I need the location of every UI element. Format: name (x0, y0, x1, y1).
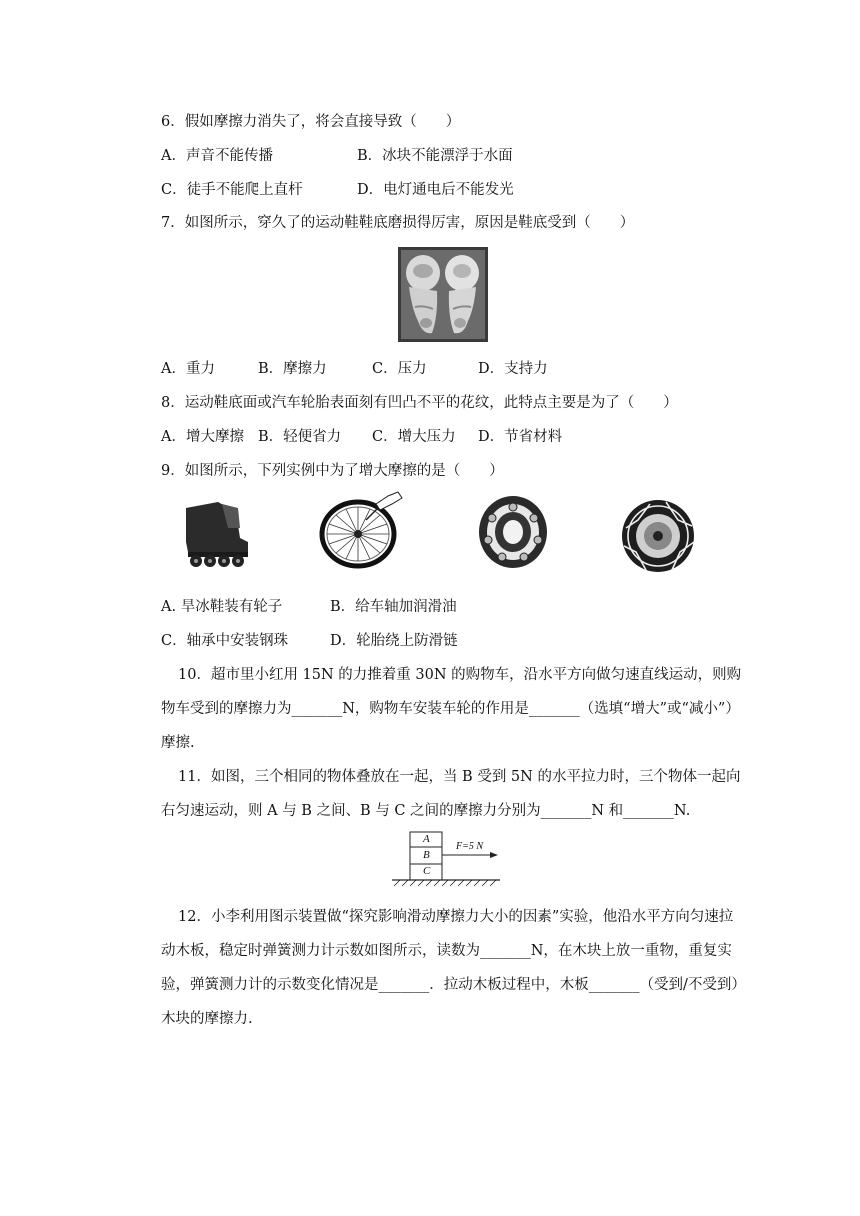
q7-option-a: A．重力 (161, 361, 215, 377)
bicycle-wheel-oiling-photo (318, 490, 406, 570)
q7-option-c: C．压力 (372, 361, 427, 377)
q12-line-3: 验，弹簧测力计的示数变化情况是_______．拉动木板过程中，木板_______（受到/不受到） (161, 977, 746, 993)
q9-option-c: C．轴承中安装钢珠 (161, 633, 289, 649)
block-b-label: B (423, 849, 430, 861)
stacked-blocks-diagram (390, 830, 502, 888)
q7-option-b: B．摩擦力 (258, 361, 327, 377)
stacked-blocks-drawing (390, 830, 502, 888)
tire-snow-chain-photo (618, 498, 700, 574)
q12-line-1: 12．小李利用图示装置做“探究影响滑动摩擦力大小的因素”实验，他沿水平方向匀速拉 (178, 909, 734, 925)
worn-shoe-soles-photo (398, 247, 488, 342)
q7-stem: 7．如图所示，穿久了的运动鞋鞋底磨损得厉害，原因是鞋底受到（ ） (161, 215, 635, 231)
ball-bearing-photo (476, 494, 550, 570)
q6-option-a: A．声音不能传播 (161, 148, 273, 164)
q10-line-3: 摩擦. (161, 735, 195, 751)
q8-option-c: C．增大压力 (372, 429, 456, 445)
q9-option-d: D．轮胎绕上防滑链 (330, 633, 458, 649)
q10-line-1: 10．超市里小红用 15N 的力推着重 30N 的购物车，沿水平方向做匀速直线运动，则购 (178, 667, 742, 683)
q7-option-d: D．支持力 (478, 361, 548, 377)
q9-option-b: B．给车轴加润滑油 (330, 599, 457, 615)
block-c-label: C (423, 865, 431, 877)
q8-stem: 8．运动鞋底面或汽车轮胎表面刻有凹凸不平的花纹，此特点主要是为了（ ） (161, 395, 678, 411)
block-a-label: A (423, 833, 430, 845)
q6-stem: 6．假如摩擦力消失了，将会直接导致（ ） (161, 114, 461, 130)
q11-line-2: 右匀速运动，则 A 与 B 之间、B 与 C 之间的摩擦力分别为_______N 和_______N. (161, 803, 691, 819)
force-label: F=5 N (456, 841, 484, 852)
q6-option-c: C．徒手不能爬上直杆 (161, 182, 303, 198)
q12-line-2: 动木板，稳定时弹簧测力计示数如图所示，读数为_______N，在木块上放一重物，重复实 (161, 943, 732, 959)
q10-line-2: 物车受到的摩擦力为_______N，购物车安装车轮的作用是_______（选填“增大”或“减小”） (161, 701, 740, 717)
q8-option-a: A．增大摩擦 (161, 429, 244, 445)
q12-line-4: 木块的摩擦力. (161, 1011, 253, 1027)
q11-line-1: 11．如图，三个相同的物体叠放在一起，当 B 受到 5N 的水平拉力时，三个物体一起向 (178, 769, 741, 785)
q6-option-b: B．冰块不能漂浮于水面 (357, 148, 513, 164)
q8-option-b: B．轻便省力 (258, 429, 342, 445)
q9-stem: 9．如图所示，下列实例中为了增大摩擦的是（ ） (161, 463, 504, 479)
q6-option-d: D．电灯通电后不能发光 (357, 182, 514, 198)
q9-option-a: A. 旱冰鞋装有轮子 (161, 599, 283, 615)
q8-option-d: D．节省材料 (478, 429, 563, 445)
inline-skate-photo (178, 498, 260, 570)
